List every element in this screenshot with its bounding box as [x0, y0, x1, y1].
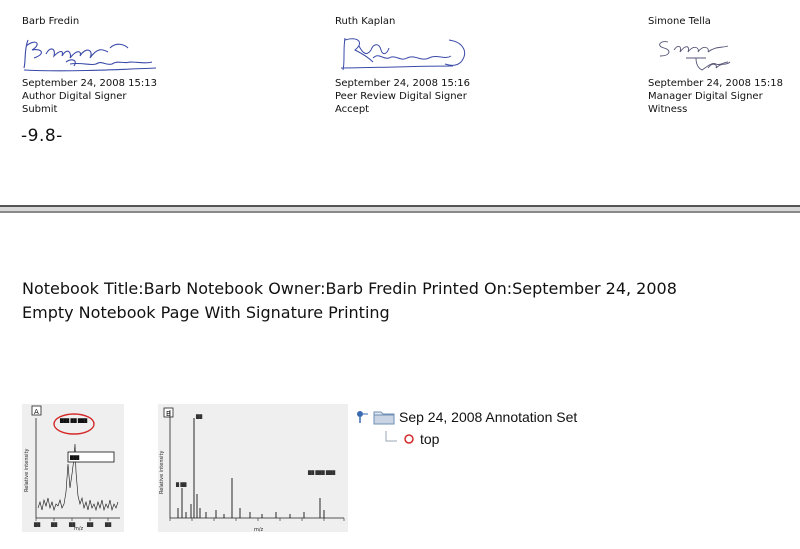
signer-role: Peer Review Digital Signer — [335, 91, 467, 102]
notebook-header: Notebook Title:Barb Notebook Owner:Barb Fredin Printed On:September 24, 2008 — [22, 279, 677, 298]
signer-role: Manager Digital Signer — [648, 91, 763, 102]
tree-node-annotation-set[interactable] — [355, 406, 577, 428]
signature-date: September 24, 2008 15:13 — [22, 78, 157, 89]
y-axis-label: Relative intensity — [24, 448, 30, 492]
x-axis-label: m/z — [74, 526, 84, 532]
signature-date: September 24, 2008 15:18 — [648, 78, 783, 89]
folder-icon — [373, 409, 395, 425]
handwritten-signature — [333, 32, 483, 74]
svg-text:███ ██ ███: ███ ██ ███ — [60, 418, 88, 423]
svg-text:██: ██ — [51, 522, 58, 527]
annotation-label[interactable]: top — [420, 431, 440, 447]
circle-icon — [403, 433, 415, 445]
signature-action: Accept — [335, 104, 370, 115]
y-axis-label: Relative intensity — [159, 450, 165, 494]
pin-icon[interactable] — [355, 409, 369, 425]
svg-text:██: ██ — [69, 522, 76, 527]
signature-action: Submit — [22, 104, 58, 115]
signer-name: Simone Tella — [648, 16, 711, 27]
svg-text:██: ██ — [87, 522, 94, 527]
panel-label: B — [166, 410, 171, 418]
signer-name: Barb Fredin — [22, 16, 80, 27]
handwritten-signature — [20, 32, 170, 74]
x-axis-label: m/z — [254, 527, 264, 532]
tree-node-top[interactable] — [383, 428, 577, 450]
svg-text:██: ██ — [196, 414, 203, 419]
signer-ruth-kaplan — [335, 15, 535, 116]
signer-name: Ruth Kaplan — [335, 16, 396, 27]
signature-date: September 24, 2008 15:16 — [335, 78, 470, 89]
page-title: Empty Notebook Page With Signature Printing — [22, 303, 390, 322]
svg-text:██: ██ — [105, 522, 112, 527]
page-number: -9.8- — [21, 126, 63, 146]
signer-simone-tella — [648, 15, 800, 116]
svg-text:██ ███ ███: ██ ███ ███ — [308, 470, 336, 475]
annotation-tree — [355, 406, 577, 450]
spectrum-figure-b — [158, 404, 348, 532]
signer-barb-fredin — [22, 15, 222, 116]
annotation-set-label[interactable]: Sep 24, 2008 Annotation Set — [399, 409, 578, 425]
signer-role: Author Digital Signer — [22, 91, 127, 102]
tree-connector-icon — [383, 431, 399, 447]
page-divider — [0, 205, 800, 213]
svg-text:██: ██ — [34, 522, 41, 527]
signature-action: Witness — [648, 104, 688, 115]
svg-text:█ ██: █ ██ — [176, 482, 187, 487]
svg-text:███: ███ — [70, 455, 80, 460]
handwritten-signature — [646, 32, 796, 74]
spectrum-figure-a — [22, 404, 124, 532]
panel-label: A — [34, 408, 39, 416]
